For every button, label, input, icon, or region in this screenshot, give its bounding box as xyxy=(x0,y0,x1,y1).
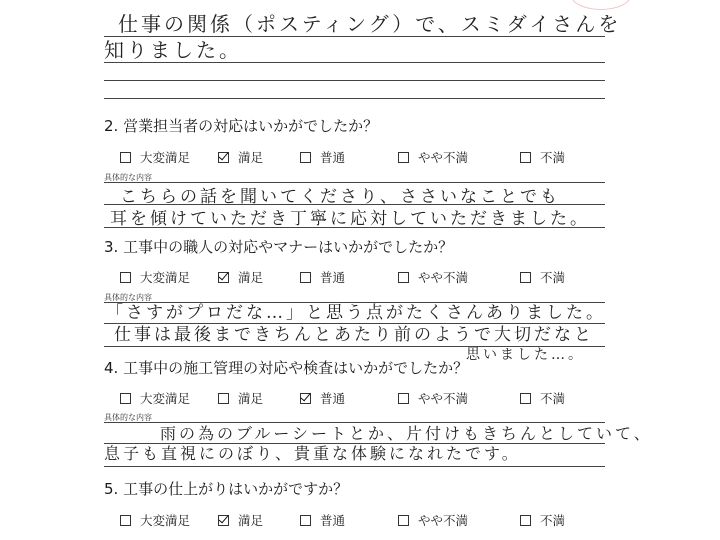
option-label: 大変満足 xyxy=(140,150,191,165)
option-label: 普通 xyxy=(320,150,346,165)
q4-answer-line-1: 雨の為のブルーシートとか、片付けもきちんとしていて、 xyxy=(160,424,653,443)
q5-option-1[interactable] xyxy=(120,511,190,529)
option-label: 満足 xyxy=(238,270,264,285)
q4-answer-line-2: 息子も直視にのぼり、貴重な体験になれたです。 xyxy=(104,444,521,463)
checkbox[interactable] xyxy=(120,152,131,163)
q4-option-5[interactable] xyxy=(520,389,565,407)
q4-option-1[interactable] xyxy=(120,389,190,407)
option-label: 大変満足 xyxy=(140,391,191,406)
q1-answer-line-1: 仕事の関係（ポスティング）で、スミダイさんを xyxy=(118,12,622,36)
option-label: 不満 xyxy=(540,391,566,406)
option-label: 普通 xyxy=(320,513,346,528)
q2-option-4[interactable] xyxy=(398,148,468,166)
checkbox[interactable] xyxy=(398,515,409,526)
option-label: 不満 xyxy=(540,270,566,285)
answer-rule xyxy=(104,98,605,99)
option-label: やや不満 xyxy=(418,391,469,406)
question-5-title: 5. 工事の仕上がりはいかがですか？ xyxy=(104,480,349,498)
option-label: 満足 xyxy=(238,513,264,528)
option-label: 普通 xyxy=(320,391,346,406)
q3-option-3[interactable] xyxy=(300,268,345,286)
checkbox[interactable] xyxy=(120,272,131,283)
checkbox[interactable] xyxy=(520,272,531,283)
checkbox-checked[interactable] xyxy=(218,152,229,163)
checkbox-checked[interactable] xyxy=(218,272,229,283)
option-label: やや不満 xyxy=(418,513,469,528)
q5-option-4[interactable] xyxy=(398,511,468,529)
checkbox[interactable] xyxy=(218,393,229,404)
checkbox[interactable] xyxy=(520,393,531,404)
q3-option-1[interactable] xyxy=(120,268,190,286)
q3-answer-line-2: 仕事は最後まできちんとあたり前のようで大切だなと xyxy=(114,325,594,345)
q4-option-3[interactable] xyxy=(300,389,345,407)
q4-option-2[interactable] xyxy=(218,389,263,407)
checkbox[interactable] xyxy=(520,152,531,163)
checkbox[interactable] xyxy=(398,152,409,163)
q3-answer-line-1: 「さすがプロだな…」と思う点がたくさんありました。 xyxy=(106,303,606,323)
q2-answer-line-1: こちらの話を聞いてくださり、ささいなことでも xyxy=(120,187,560,207)
option-label: 大変満足 xyxy=(140,270,191,285)
q5-option-3[interactable] xyxy=(300,511,345,529)
q3-detail-label: 具体的な内容 xyxy=(104,293,152,302)
option-label: やや不満 xyxy=(418,270,469,285)
q1-answer-line-2: 知りました。 xyxy=(104,38,242,62)
checkbox-checked[interactable] xyxy=(218,515,229,526)
option-label: 不満 xyxy=(540,150,566,165)
q2-detail-label: 具体的な内容 xyxy=(104,173,152,182)
question-2-title: 2. 営業担当者の対応はいかがでしたか？ xyxy=(104,117,379,135)
q5-option-5[interactable] xyxy=(520,511,565,529)
q5-option-2[interactable] xyxy=(218,511,263,529)
option-label: 満足 xyxy=(238,391,264,406)
answer-rule xyxy=(104,80,605,81)
answer-rule xyxy=(104,466,605,467)
answer-rule xyxy=(104,227,605,228)
checkbox[interactable] xyxy=(398,272,409,283)
q3-option-4[interactable] xyxy=(398,268,468,286)
q2-answer-line-2: 耳を傾けていただき丁寧に応対していただきました。 xyxy=(110,209,590,229)
q2-option-2[interactable] xyxy=(218,148,263,166)
q4-option-4[interactable] xyxy=(398,389,468,407)
q4-detail-label: 具体的な内容 xyxy=(104,413,152,422)
checkbox[interactable] xyxy=(300,272,311,283)
checkbox[interactable] xyxy=(120,515,131,526)
question-3-title: 3. 工事中の職人の対応やマナーはいかがでしたか？ xyxy=(104,238,454,256)
question-4-title: 4. 工事中の施工管理の対応や検査はいかがでしたか？ xyxy=(104,359,469,377)
checkbox[interactable] xyxy=(120,393,131,404)
option-label: 不満 xyxy=(540,513,566,528)
option-label: 普通 xyxy=(320,270,346,285)
checkbox[interactable] xyxy=(398,393,409,404)
option-label: やや不満 xyxy=(418,150,469,165)
q2-option-3[interactable] xyxy=(300,148,345,166)
q2-option-5[interactable] xyxy=(520,148,565,166)
q3-answer-line-3: 思いました…。 xyxy=(466,347,585,363)
q3-option-5[interactable] xyxy=(520,268,565,286)
option-label: 大変満足 xyxy=(140,513,191,528)
checkbox-checked[interactable] xyxy=(300,393,311,404)
checkbox[interactable] xyxy=(300,152,311,163)
answer-rule xyxy=(104,62,605,63)
checkbox[interactable] xyxy=(520,515,531,526)
option-label: 満足 xyxy=(238,150,264,165)
checkbox[interactable] xyxy=(300,515,311,526)
q2-option-1[interactable] xyxy=(120,148,190,166)
q3-option-2[interactable] xyxy=(218,268,263,286)
